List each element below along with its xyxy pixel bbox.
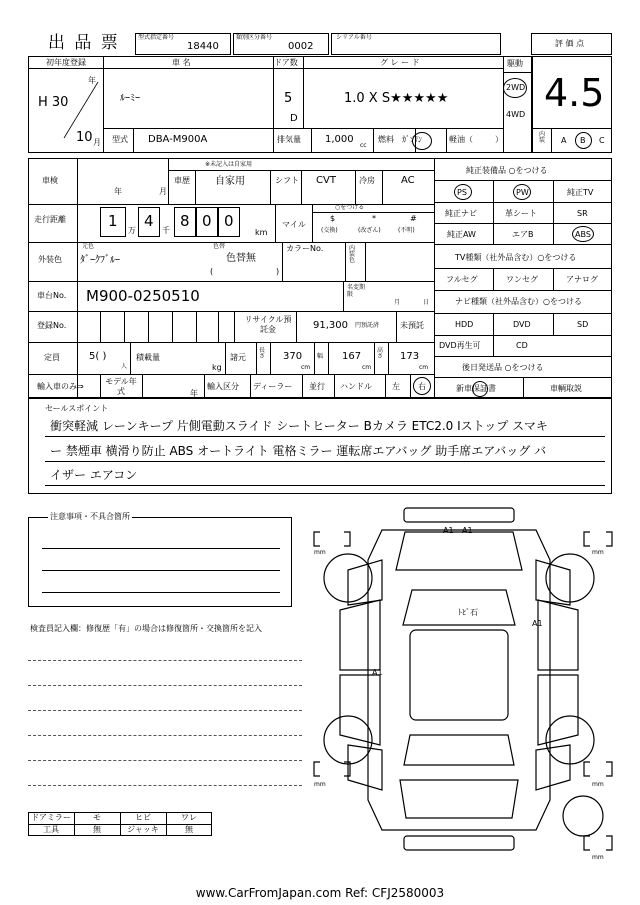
score-value: 4.5 — [544, 71, 605, 115]
post-warranty-circle — [472, 381, 488, 397]
sales-label: セールスポイント — [45, 404, 109, 413]
doors-label: ドア数 — [274, 58, 298, 67]
interior-color-label: 内装色 — [349, 245, 356, 264]
handle-label: ハンドル — [340, 382, 372, 391]
tv-title: TV種類（社外品含む）○をつける — [455, 253, 577, 262]
width-value: 167 — [342, 351, 362, 362]
capacity-value: 5( ) — [89, 351, 107, 362]
recycle-label: リサイクル預託金 — [244, 315, 292, 334]
first-reg-month: 10 — [76, 130, 93, 145]
mm-rear-right: mm — [592, 781, 604, 788]
color-label: 外装色 — [38, 255, 62, 264]
ac-value: AC — [401, 175, 415, 186]
drive-2wd-circle — [503, 78, 527, 98]
tools-r1c2: モ — [93, 813, 101, 822]
mark-star-sub: (改ざん) — [358, 227, 381, 234]
orig-color-label: 元色 — [82, 243, 95, 250]
dims-label: 諸元 — [230, 353, 246, 362]
navi-title: ナビ種類（社外品含む）○をつける — [455, 297, 582, 306]
length-unit: cm — [301, 364, 311, 371]
sales-line-2: ー 禁煙車 横滑り防止 ABS オートライト 電格ミラー 運転席エアバッグ 助手席エアバッグ バ — [50, 444, 547, 458]
displacement-value: 1,000 — [325, 134, 354, 145]
post-title: 後日発送品 ○をつける — [462, 363, 544, 372]
mileage-digit-4: 0 — [202, 212, 212, 230]
mark-hash: # — [410, 214, 417, 223]
first-reg-year-unit: 年 — [88, 76, 96, 85]
car-name: ﾙｰﾐｰ — [120, 93, 140, 104]
chassis-label: 車台No. — [37, 291, 67, 300]
history-label: 車歴 — [174, 176, 190, 185]
fuel-label: 燃料 — [378, 135, 394, 144]
interior-grade-a: A — [561, 136, 567, 145]
recycle-suffix: 円預託済 — [355, 322, 380, 329]
mileage-digit-5: 0 — [224, 212, 234, 230]
width-unit: cm — [362, 364, 372, 371]
dvd-playback: DVD再生可 — [439, 341, 481, 350]
person-unit: 人 — [121, 363, 128, 370]
mm-front-left: mm — [314, 549, 326, 556]
width-label: 幅 — [317, 353, 324, 360]
sheet-title: 出 品 票 — [48, 33, 120, 53]
tools-r2c2: 無 — [93, 825, 101, 834]
inspection-month-unit: 月 — [159, 187, 167, 196]
recycle-unpaid: 未預託 — [400, 321, 424, 330]
category-label: 類別区分番号 — [236, 34, 273, 41]
car-diagram — [300, 500, 640, 870]
import-type-label: 輸入区分 — [207, 382, 239, 391]
equip-abs-circle — [572, 226, 594, 242]
right-label: 右 — [418, 382, 426, 391]
first-reg-label: 初年度登録 — [46, 58, 86, 67]
interior-label: 内装 — [539, 131, 546, 144]
recycle-amount: 91,300 — [313, 320, 348, 331]
mark-note: ○をつける — [335, 204, 365, 211]
tools-r1c3: ヒビ — [135, 813, 151, 822]
parallel-label: 並行 — [309, 382, 325, 391]
mm-rear-left: mm — [314, 781, 326, 788]
interior-grade-b: B — [580, 136, 586, 145]
serial-label: シリアル番号 — [336, 34, 372, 41]
tools-r2c4: 無 — [185, 825, 193, 834]
tools-r2c3: ジャッキ — [127, 825, 159, 834]
caution-box — [28, 517, 292, 607]
repaint-label: 色替 — [213, 243, 226, 250]
equip-title: 純正装備品 ○をつける — [466, 166, 548, 175]
displacement-unit: cc — [360, 142, 367, 149]
tools-r2c1: 工具 — [43, 825, 59, 834]
deadline-month-unit: 月 — [394, 299, 401, 306]
interior-grade-c: C — [599, 136, 605, 145]
fuel-gasoline-circle — [412, 132, 432, 150]
first-reg-era: H 30 — [38, 95, 69, 110]
capacity-label: 定員 — [44, 353, 60, 362]
interior-b-circle — [575, 132, 592, 149]
load-label: 積載量 — [136, 353, 160, 362]
navi-sd: SD — [577, 320, 589, 329]
tv-full: フルセグ — [446, 275, 478, 284]
repaint-value: 色替無 — [226, 253, 256, 264]
drive-2wd: 2WD — [506, 83, 526, 92]
damage-mark-front-1: A1 — [443, 526, 454, 535]
equip-aw: 純正AW — [447, 230, 476, 239]
equip-sr: SR — [577, 209, 588, 218]
drive-label: 駆動 — [507, 59, 523, 68]
import-label: 輸入車のみ⇒ — [37, 382, 84, 391]
right-handle-circle — [413, 377, 431, 395]
door-type: D — [290, 113, 298, 124]
damage-mark-windshield: ﾄﾋﾞ石 — [458, 608, 478, 617]
tv-analog: アナログ — [566, 275, 598, 284]
navi-dvd: DVD — [513, 320, 531, 329]
mileage-label: 走行距離 — [34, 215, 66, 224]
tv-one: ワンセグ — [506, 275, 538, 284]
height-label: 高さ — [377, 347, 384, 360]
orig-color: ﾀﾞｰｸﾌﾞﾙｰ — [80, 255, 120, 266]
mileage-man-unit: 万 — [128, 226, 136, 235]
score-label: 評 価 点 — [555, 39, 585, 48]
dealer-label: ディーラー — [253, 382, 293, 391]
mark-hash-sub: (不明) — [398, 227, 415, 234]
damage-mark-right-door: A1 — [532, 619, 543, 628]
equip-navi: 純正ナビ — [445, 209, 477, 218]
model-year-unit: 年 — [190, 389, 198, 398]
light-oil-label: 軽油（ — [449, 135, 473, 144]
mileage-sen-unit: 千 — [162, 226, 170, 235]
post-manual: 車輌取説 — [550, 384, 582, 393]
mark-star: * — [372, 214, 376, 223]
sales-line-1: 衝突軽減 レーンキープ 片側電動スライド シートヒーター Bカメラ ETC2.0 Iストップ スマキ — [50, 419, 548, 433]
length-value: 370 — [283, 351, 303, 362]
model-year-label: モデル年式 — [105, 377, 137, 396]
mm-spare: mm — [592, 854, 604, 861]
post-warranty: 新車保証書 — [456, 384, 496, 393]
category-no: 0002 — [288, 41, 314, 52]
grade-label: グ レ ー ド — [380, 58, 420, 67]
chassis-no: M900-0250510 — [86, 287, 200, 305]
equip-pw-circle — [513, 184, 531, 200]
equip-ps: PS — [457, 188, 467, 197]
model-type: DBA-M900A — [148, 134, 208, 145]
footer-watermark: www.CarFromJapan.com Ref: CFJ2580003 — [195, 886, 445, 900]
history-value: 自家用 — [215, 176, 245, 187]
first-reg-month-unit: 月 — [93, 138, 101, 147]
caution-label: 注意事項・不具合箇所 — [50, 512, 130, 521]
mileage-km-unit: km — [255, 228, 268, 237]
repaint-paren-open: ( — [210, 267, 214, 276]
model-cert-no: 18440 — [187, 41, 219, 52]
shift-label: シフト — [275, 176, 299, 185]
deadline-day-unit: 日 — [423, 299, 430, 306]
color-no-label: カラーNo. — [286, 244, 324, 253]
inspection-year-unit: 年 — [114, 187, 122, 196]
navi-cd: CD — [516, 341, 528, 350]
mark-dollar: $ — [330, 214, 336, 223]
deadline-label: 名変期限 — [347, 284, 366, 298]
tools-r1c4: ワレ — [181, 813, 197, 822]
doors-value: 5 — [284, 91, 293, 106]
model-cert-label: 型式指定番号 — [138, 34, 175, 41]
navi-hdd: HDD — [455, 320, 474, 329]
equip-pw: PW — [516, 188, 529, 197]
mileage-digit-2: 4 — [144, 212, 154, 230]
reg-label: 登録No. — [37, 321, 67, 330]
history-note: ※未記入は自家用 — [205, 161, 253, 168]
light-oil-close: ） — [495, 135, 503, 144]
equip-ps-circle — [454, 184, 472, 200]
equip-tv: 純正TV — [567, 188, 594, 197]
height-unit: cm — [419, 364, 429, 371]
damage-mark-front-2: A1 — [462, 526, 473, 535]
mileage-digit-3: 8 — [180, 212, 190, 230]
tools-r1c1: ドアミラー — [31, 813, 71, 822]
drive-4wd: 4WD — [506, 110, 526, 119]
repaint-paren-close: ) — [276, 267, 280, 276]
damage-mark-left-door: A1 — [372, 668, 383, 677]
inspector-label: 検査員記入欄：修復歴「有」の場合は修復箇所・交換箇所を記入 — [30, 624, 262, 633]
grade-value: 1.0 X S★★★★★ — [344, 91, 449, 106]
left-label: 左 — [392, 382, 400, 391]
displacement-label: 排気量 — [277, 135, 301, 144]
equip-airbag: エアB — [512, 230, 534, 239]
inspection-label: 車検 — [42, 176, 58, 185]
fuel-value: ｶﾞｿﾘﾝ — [402, 135, 422, 144]
model-type-label: 型式 — [112, 135, 128, 144]
sales-line-3: イザー エアコン — [50, 468, 138, 482]
height-value: 173 — [400, 351, 420, 362]
equip-leather: 革シート — [505, 209, 537, 218]
mm-front-right: mm — [592, 549, 604, 556]
kg-unit: kg — [212, 363, 222, 372]
equip-abs: ABS — [575, 230, 591, 239]
ac-label: 冷房 — [359, 176, 375, 185]
car-name-label: 車 名 — [172, 58, 191, 67]
mileage-digit-1: 1 — [108, 212, 118, 230]
length-label: 長さ — [259, 347, 266, 360]
mile-label: マイル — [282, 220, 306, 229]
shift-value: CVT — [316, 175, 336, 186]
mark-dollar-sub: (交換) — [321, 227, 338, 234]
